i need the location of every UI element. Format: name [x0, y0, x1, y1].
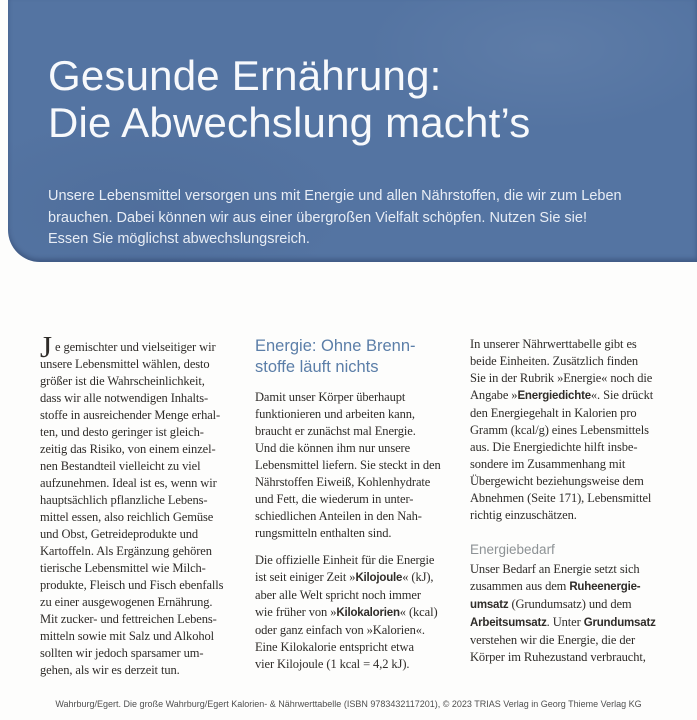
intro-line-3: Essen Sie möglichst abwechslungsreich.	[48, 231, 310, 247]
text-segment: Gramm (kcal/g) eines Lebensmittels	[470, 423, 649, 437]
text-segment: hauptsächlich pflanzliche Lebens-	[40, 493, 208, 507]
text-line	[40, 526, 233, 543]
text-line	[255, 569, 448, 587]
bold-term: Ruheenergie-	[569, 581, 641, 593]
text-line	[40, 560, 233, 577]
copyright-footer: Wahrburg/Egert. Die große Wahrburg/Egert Kalorien- & Nährwerttabelle (ISBN 9783432117201), © 2023 TRIAS Verlag in Georg Thieme Verlag KG	[55, 699, 642, 709]
text-segment: aus. Die Energiedichte hilft insbe-	[470, 440, 638, 454]
text-line	[470, 632, 663, 649]
text-segment: ten, und desto geringer ist gleich-	[40, 425, 204, 439]
text-line	[255, 389, 448, 406]
page-title-line-1: Gesunde Ernährung:	[48, 52, 442, 99]
text-segment: Kartoffeln. Als Ergänzung gehören	[40, 544, 212, 558]
text-segment: ist seit einiger Zeit »	[255, 570, 356, 584]
text-segment: aufzunehmen. Ideal ist es, wenn wir	[40, 476, 217, 490]
text-line	[40, 458, 233, 475]
text-column-1	[40, 329, 233, 679]
text-line	[470, 561, 663, 578]
text-segment: nen Bestandteil vielleicht zu viel	[40, 459, 201, 473]
text-line	[40, 577, 233, 594]
text-line	[255, 474, 448, 491]
text-line	[255, 604, 448, 622]
text-line	[470, 507, 663, 524]
text-line	[40, 543, 233, 560]
text-segment: gehen, als wir es derzeit tun.	[40, 663, 180, 677]
text-segment: stoffe läuft nichts	[255, 358, 379, 376]
text-segment: Unser Bedarf an Energie setzt sich	[470, 562, 640, 576]
text-segment: mitteln sowie mit Salz und Alkohol	[40, 629, 215, 643]
text-line	[255, 639, 448, 656]
text-segment: Übergewicht beziehungsweise dem	[470, 474, 644, 488]
text-segment: Sie in der Rubrik »Energie« noch die	[470, 371, 653, 385]
text-line	[470, 649, 663, 666]
intro-text	[48, 186, 622, 251]
text-segment: und Fett, die wiederum in unter-	[255, 492, 414, 506]
text-line	[470, 490, 663, 507]
bold-term: umsatz	[470, 599, 509, 611]
text-segment: zeitig das Risiko, von einem einzel-	[40, 442, 216, 456]
text-line	[40, 509, 233, 526]
text-line	[40, 390, 233, 407]
text-segment: schiedlichen Anteilen in den Nah-	[255, 509, 422, 523]
text-line	[470, 422, 663, 439]
text-segment: vier Kilojoule (1 kcal = 4,2 kJ).	[255, 657, 410, 671]
text-segment: « (kJ),	[402, 570, 434, 584]
text-line	[255, 622, 448, 639]
text-line	[470, 353, 663, 370]
text-line	[255, 336, 448, 357]
text-line	[255, 508, 448, 525]
text-segment: funktionieren und arbeiten kann,	[255, 407, 415, 421]
text-segment: zusammen aus dem	[470, 579, 570, 593]
paragraph	[255, 389, 448, 542]
text-segment: mittel essen, also reichlich Gemüse	[40, 510, 214, 524]
text-segment: Abnehmen (Seite 171), Lebensmittel	[470, 491, 652, 505]
text-segment: «. Sie drückt	[590, 388, 654, 402]
text-line	[255, 457, 448, 474]
text-segment: sondere im Zusammenhang mit	[470, 457, 626, 471]
text-segment: Und die können ihm nur unsere	[255, 441, 411, 455]
text-segment: (Grundumsatz) und dem	[508, 597, 632, 611]
text-line	[255, 525, 448, 542]
text-segment: aber alle Welt spricht noch immer	[255, 588, 421, 602]
text-segment: tierische Lebensmittel wie Milch-	[40, 561, 206, 575]
text-segment: größer ist die Wahrscheinlichkeit,	[40, 374, 205, 388]
text-segment: wie früher von »	[255, 605, 337, 619]
text-line	[470, 596, 663, 614]
text-line	[470, 540, 663, 559]
text-segment: dass wir alle notwendigen Inhalts-	[40, 391, 209, 405]
dropcap-initial: J	[40, 329, 52, 364]
text-segment: zu einer ausgewogenen Ernährung.	[40, 595, 213, 609]
text-segment: Mit zucker- und fettreichen Lebens-	[40, 612, 217, 626]
text-segment: produkte, Fleisch und Fisch ebenfalls	[40, 578, 224, 592]
page-title	[48, 52, 530, 146]
text-column-2	[255, 336, 448, 679]
text-line	[40, 645, 233, 662]
text-segment: . Unter	[546, 615, 584, 629]
text-line	[470, 370, 663, 387]
article-columns	[40, 329, 662, 679]
text-segment: braucht er zunächst mal Energie.	[255, 424, 416, 438]
text-line	[470, 578, 663, 596]
text-line	[470, 439, 663, 456]
text-line	[255, 440, 448, 457]
text-line	[255, 406, 448, 423]
text-line	[40, 492, 233, 509]
chapter-header-banner	[8, 0, 697, 262]
text-segment: Die offizielle Einheit für die Energie	[255, 553, 435, 567]
text-line	[255, 357, 448, 378]
text-segment: Angabe »	[470, 388, 518, 402]
text-segment: rungsmitteln enthalten sind.	[255, 526, 392, 540]
text-line	[470, 336, 663, 353]
text-segment: In unserer Nährwerttabelle gibt es	[470, 337, 637, 351]
text-line	[40, 594, 233, 611]
text-segment: Energiebedarf	[470, 542, 555, 557]
text-segment: unsere Lebensmittel wählen, desto	[40, 357, 210, 371]
text-segment: Energie: Ohne Brenn-	[255, 337, 416, 355]
text-line	[470, 473, 663, 490]
text-segment: Körper im Ruhezustand verbraucht,	[470, 650, 646, 664]
bold-term: Grundumsatz	[583, 617, 656, 629]
text-line	[40, 662, 233, 679]
bold-term: Energiedichte	[517, 390, 591, 402]
text-segment: Damit unser Körper überhaupt	[255, 390, 406, 404]
paragraph	[255, 552, 448, 673]
text-line	[255, 587, 448, 604]
text-line	[255, 552, 448, 569]
text-segment: beide Einheiten. Zusätzlich finden	[470, 354, 639, 368]
text-segment: den Energiegehalt in Kalorien pro	[470, 406, 637, 420]
paragraph	[470, 336, 663, 524]
text-line	[470, 387, 663, 405]
text-segment: sollten wir jedoch sparsamer um-	[40, 646, 204, 660]
text-segment: verstehen wir die Energie, die der	[470, 633, 636, 647]
heading	[255, 336, 448, 378]
text-segment: und Obst, Getreideprodukte und	[40, 527, 199, 541]
text-line	[255, 656, 448, 673]
text-line	[255, 423, 448, 440]
paragraph	[40, 329, 233, 679]
intro-line-2: brauchen. Dabei können wir aus einer übergroßen Vielfalt schöpfen. Nutzen Sie sie!	[48, 209, 587, 226]
text-line	[40, 356, 233, 373]
text-segment: Lebensmittel liefern. Sie steckt in den	[255, 458, 441, 472]
text-line	[40, 424, 233, 441]
bold-term: Kilojoule	[355, 572, 403, 584]
text-line	[470, 405, 663, 422]
text-segment: Nährstoffen Eiweiß, Kohlenhydrate	[255, 475, 431, 489]
bold-term: Arbeitsumsatz	[470, 617, 547, 629]
text-line	[255, 491, 448, 508]
text-segment: e gemischter und vielseitiger wir	[54, 340, 216, 354]
text-line	[470, 456, 663, 473]
intro-line-1: Unsere Lebensmittel versorgen uns mit Energie und allen Nährstoffen, die wir zum Leben	[48, 188, 622, 204]
page-title-line-2: Die Abwechslung macht’s	[48, 99, 531, 146]
text-segment: stoffe in ausreichender Menge erhal-	[40, 408, 221, 422]
text-line	[40, 373, 233, 390]
bold-term: Kilokalorien	[336, 607, 400, 619]
text-line	[470, 614, 663, 632]
text-line	[40, 475, 233, 492]
paragraph	[470, 561, 663, 666]
text-line	[40, 441, 233, 458]
text-line	[40, 611, 233, 628]
text-column-3	[470, 336, 663, 679]
text-line	[40, 407, 233, 424]
text-segment: richtig einzuschätzen.	[470, 508, 577, 522]
text-line	[40, 628, 233, 645]
text-segment: « (kcal)	[399, 605, 438, 619]
subheading	[470, 540, 663, 559]
text-segment: Eine Kilokalorie entspricht etwa	[255, 640, 414, 654]
text-segment: oder ganz einfach von »Kalorien«.	[255, 623, 425, 637]
